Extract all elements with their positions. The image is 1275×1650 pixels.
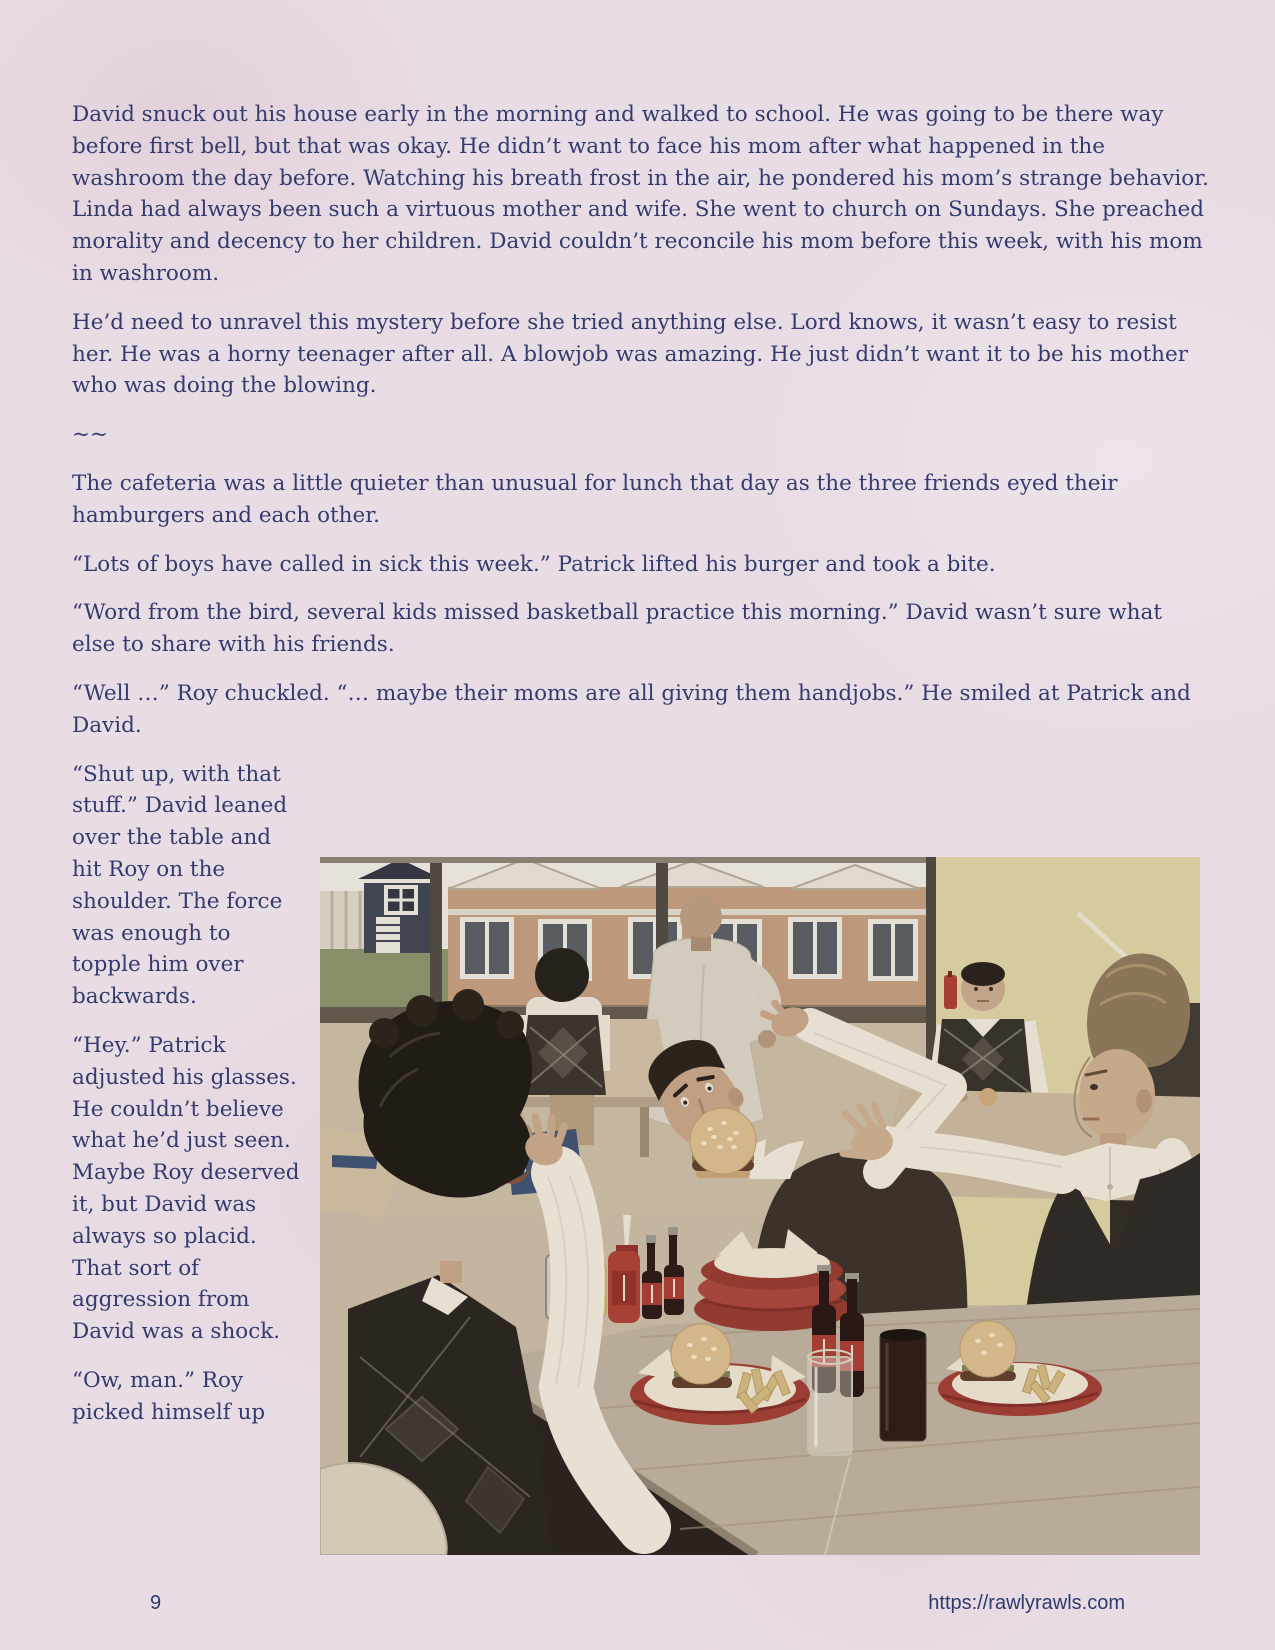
story-paragraph: “Shut up, with that stuff.” David leaned over the table and hit Roy on the shoulder. The force was enough to topple him over backwards.	[72, 761, 288, 1010]
footer-url-link[interactable]: https://rawlyrawls.com	[928, 1592, 1125, 1614]
story-paragraph: “Word from the bird, several kids missed basketball practice this morning.” David wasn’t sure what else to share with his friends.	[72, 600, 1162, 658]
story-paragraph: “Lots of boys have called in sick this week.” Patrick lifted his burger and took a bite.	[72, 551, 996, 577]
story-paragraph: The cafeteria was a little quieter than unusual for lunch that day as the three friends eyed their hamburgers and each other.	[72, 470, 1118, 528]
page-number: 9	[150, 1592, 162, 1614]
story-paragraph: “Well …” Roy chuckled. “… maybe their moms are all giving them handjobs.” He smiled at Patrick and David.	[72, 680, 1191, 738]
story-paragraph: David snuck out his house early in the morning and walked to school. He was going to be there way before first bell, but that was okay. He didn’t want to face his mom after what happened in the washroom the day before. Watching his breath frost in the air, he pondered his mom’s strange behavior. Linda had always been such a virtuous mother and wife. She went to church on Sundays. She preached morality and decency to her children. David couldn’t reconcile his mom before this week, with his mom in washroom.	[72, 102, 1209, 286]
cafeteria-illustration	[320, 857, 1200, 1555]
story-paragraph: He’d need to unravel this mystery before she tried anything else. Lord knows, it wasn’t easy to resist her. He was a horny teenager after all. A blowjob was amazing. He just didn’t want it to be his mother who was doing the blowing.	[72, 309, 1189, 399]
page-footer	[0, 1591, 1275, 1621]
section-divider: ~~	[72, 422, 109, 448]
story-paragraph: “Hey.” Patrick adjusted his glasses. He couldn’t believe what he’d just seen. Maybe Roy deserved it, but David was always so placid. That sort of aggression from David was a shock.	[72, 1032, 300, 1345]
story-paragraph: “Ow, man.” Roy picked himself up	[72, 1367, 266, 1425]
